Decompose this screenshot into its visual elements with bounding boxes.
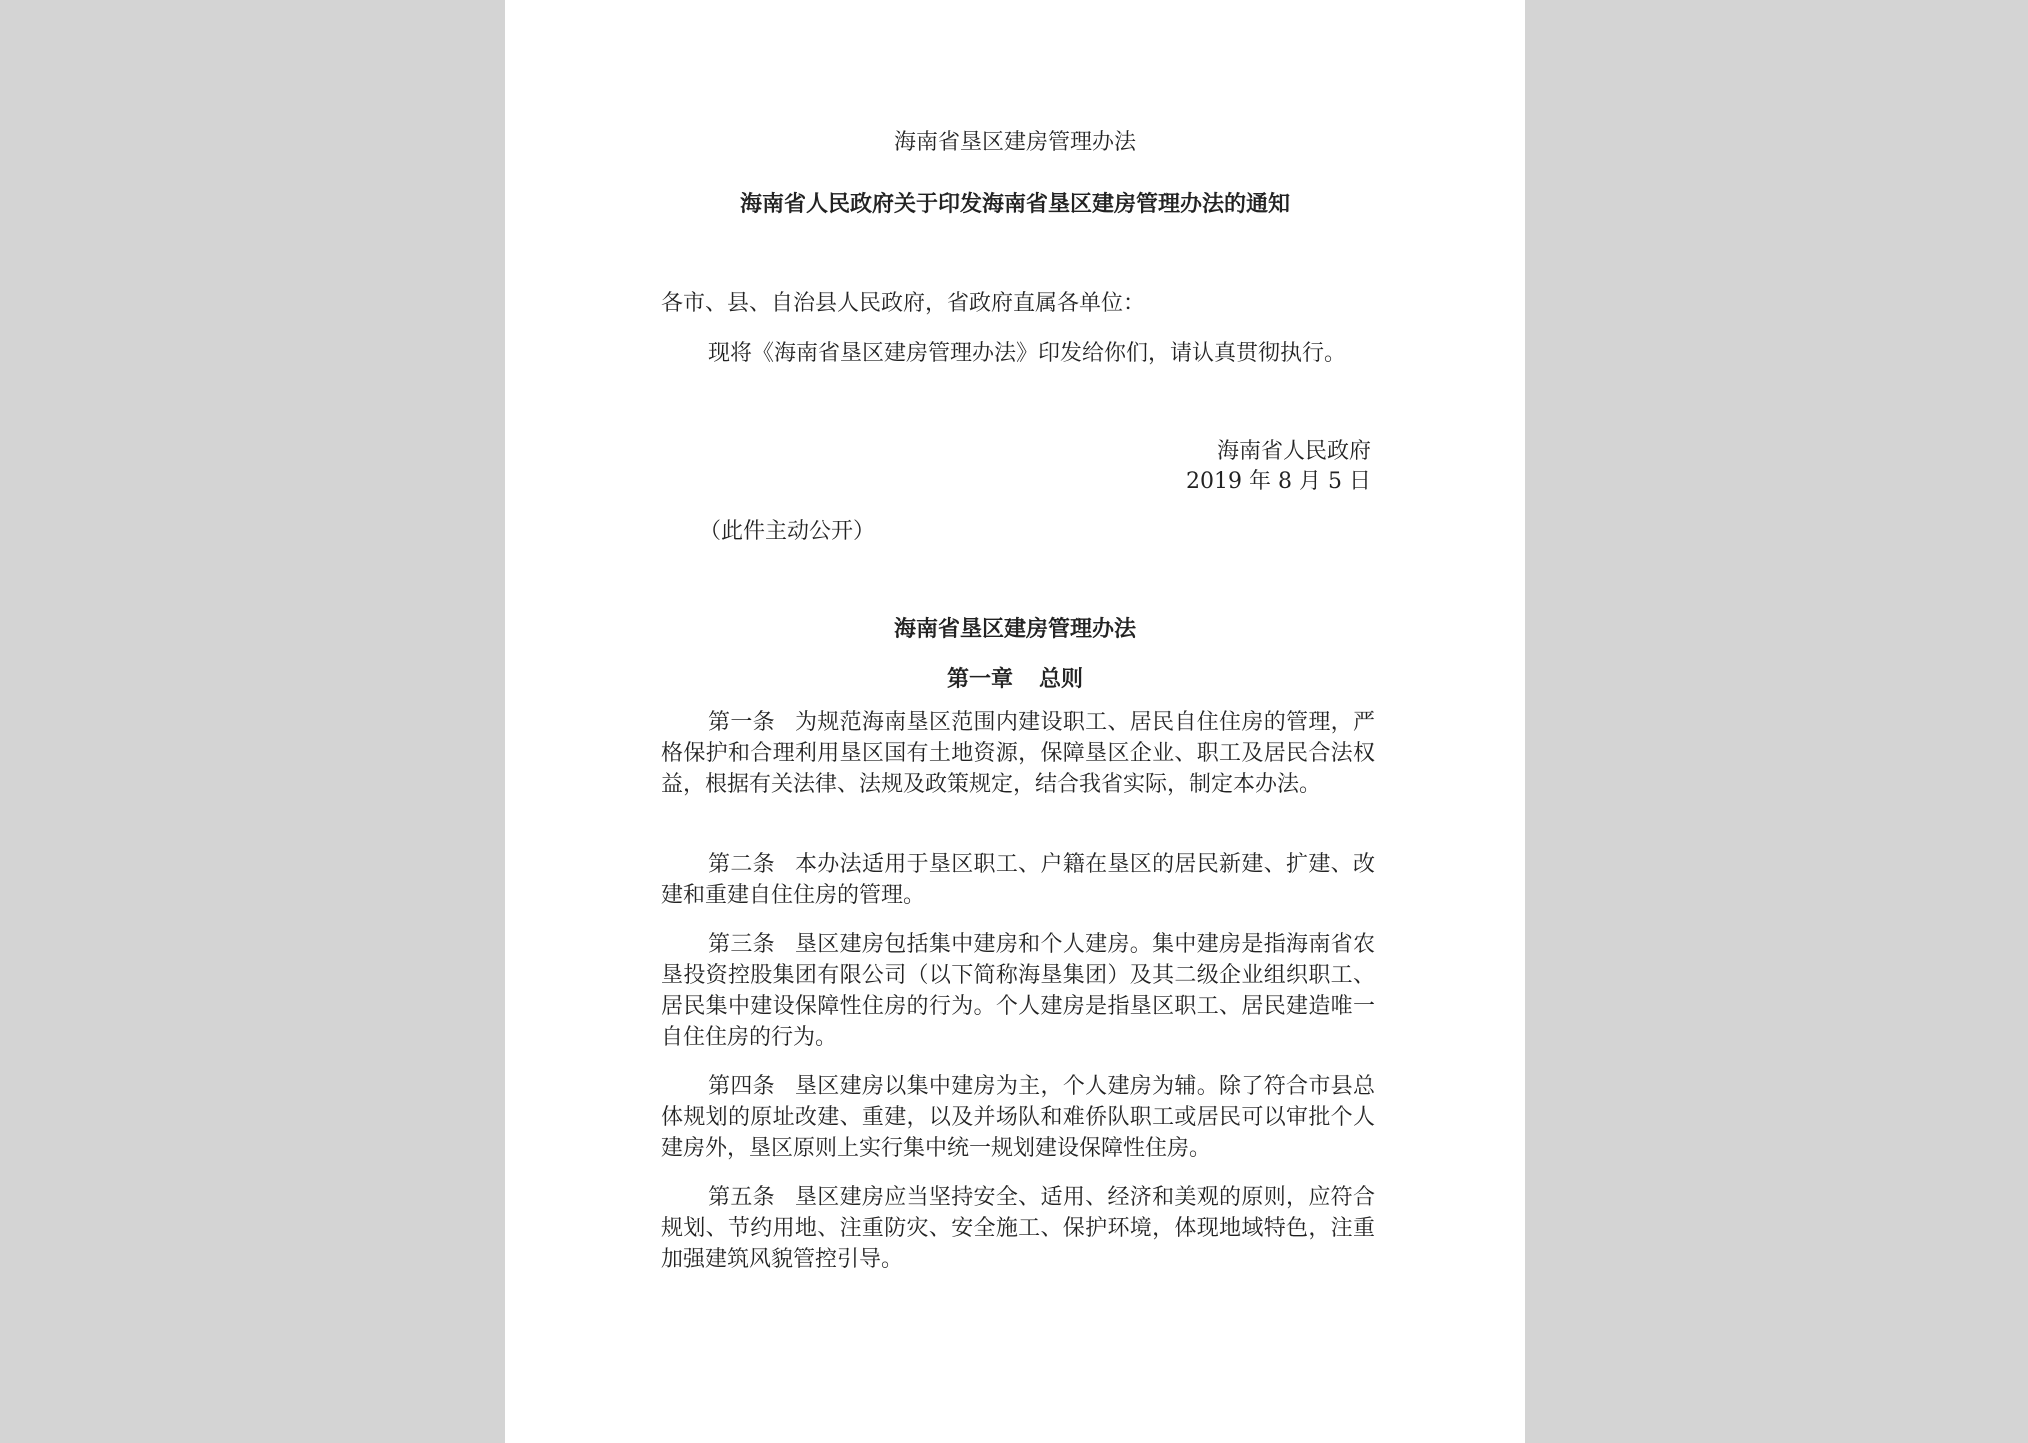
article-text: 为规范海南垦区范围内建设职工、居民自住住房的管理，严格保护和合理利用垦区国有土地资源，保障垦区企业、职工及居民合法权益，根据有关法律、法规及政策规定，结合我省实际，制定本办法。 bbox=[661, 710, 1375, 797]
addressee-line: 各市、县、自治县人民政府，省政府直属各单位： bbox=[661, 291, 1146, 316]
article-text: 垦区建房包括集中建房和个人建房。集中建房是指海南省农垦投资控股集团有限公司（以下简称海垦集团）及其二级企业组织职工、居民集中建设保障性住房的行为。个人建房是指垦区职工、居民建造唯一自住住房的行为。 bbox=[661, 932, 1375, 1050]
notice-body: 现将《海南省垦区建房管理办法》印发给你们，请认真贯彻执行。 bbox=[708, 341, 1347, 366]
document-page bbox=[505, 0, 1525, 1443]
article-paragraph bbox=[661, 849, 1375, 911]
article-paragraph bbox=[661, 1071, 1375, 1164]
signature-organization: 海南省人民政府 bbox=[1216, 439, 1371, 464]
signature-date: 2019 年 8 月 5 日 bbox=[1186, 469, 1371, 494]
article-label: 第三条 bbox=[708, 932, 775, 957]
article-label: 第五条 bbox=[708, 1185, 775, 1210]
article-paragraph bbox=[661, 1182, 1375, 1275]
regulation-title: 海南省垦区建房管理办法 bbox=[893, 616, 1136, 642]
article-paragraph bbox=[661, 929, 1375, 1053]
article-text: 本办法适用于垦区职工、户籍在垦区的居民新建、扩建、改建和重建自住住房的管理。 bbox=[661, 852, 1375, 908]
article-label: 第二条 bbox=[708, 852, 775, 877]
article-text: 垦区建房以集中建房为主，个人建房为辅。除了符合市县总体规划的原址改建、重建，以及并场队和难侨队职工或居民可以审批个人建房外，垦区原则上实行集中统一规划建设保障性住房。 bbox=[661, 1074, 1375, 1161]
article-label: 第四条 bbox=[708, 1074, 775, 1099]
article-label: 第一条 bbox=[708, 710, 775, 735]
chapter-heading bbox=[505, 662, 1525, 693]
chapter-number: 第一章 bbox=[946, 666, 1013, 692]
chapter-name: 总则 bbox=[1039, 666, 1084, 692]
notice-title: 海南省人民政府关于印发海南省垦区建房管理办法的通知 bbox=[739, 191, 1290, 217]
header-title: 海南省垦区建房管理办法 bbox=[893, 130, 1136, 155]
public-disclosure-note: （此件主动公开） bbox=[699, 519, 876, 544]
article-text: 垦区建房应当坚持安全、适用、经济和美观的原则，应符合规划、节约用地、注重防灾、安全施工、保护环境，体现地域特色，注重加强建筑风貌管控引导。 bbox=[661, 1185, 1375, 1272]
article-paragraph bbox=[661, 707, 1375, 800]
